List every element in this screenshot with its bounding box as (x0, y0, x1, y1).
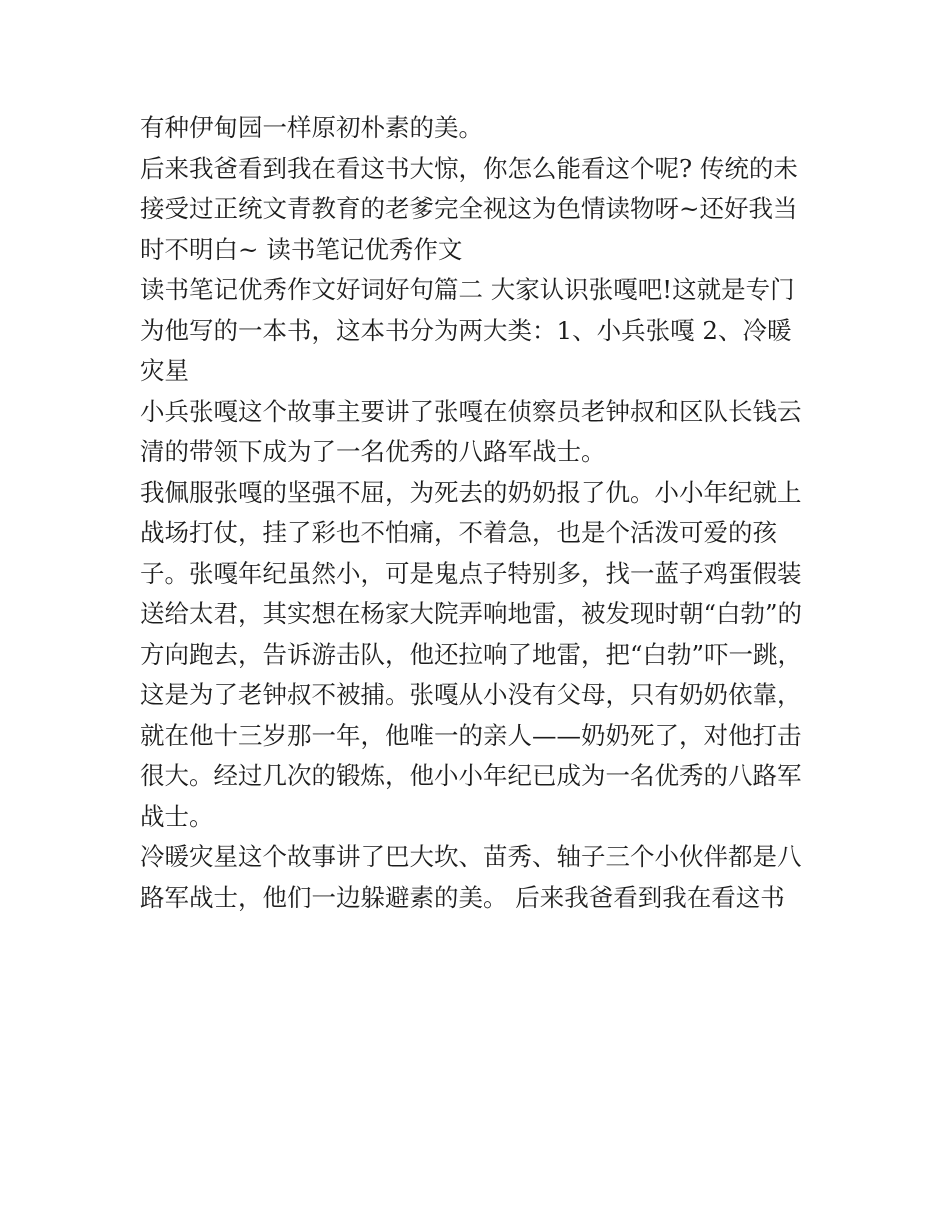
text-line: 清的带领下成为了一名优秀的八路军战士。 (140, 437, 606, 466)
text-line: 冷暖灾星这个故事讲了巴大坎、苗秀、轴子三个小伙伴都是八 (140, 842, 802, 871)
text-line: 接受过正统文青教育的老爹完全视这为色情读物呀~还好我当 (140, 194, 798, 223)
text-line: 送给太君，其实想在杨家大院弄响地雷，被发现时朝“白勃”的 (140, 599, 803, 628)
text-line: 时不明白~ 读书笔记优秀作文 (140, 234, 463, 264)
text-line: 有种伊甸园一样原初朴素的美。 (140, 113, 483, 142)
text-line: 就在他十三岁那一年，他唯一的亲人——奶奶死了，对他打击 (140, 720, 802, 750)
document-body (140, 108, 820, 918)
text-line: 战士。 (140, 801, 214, 831)
text-line: 子。张嘎年纪虽然小，可是鬼点子特别多，找一蓝子鸡蛋假装 (140, 558, 802, 588)
text-line: 读书笔记优秀作文好词好句篇二 大家认识张嘎吧!这就是专门 (140, 275, 795, 304)
text-line: 小兵张嘎这个故事主要讲了张嘎在侦察员老钟叔和区队长钱云 (140, 396, 802, 426)
text-line: 后来我爸看到我在看这书大惊，你怎么能看这个呢? 传统的未 (140, 153, 798, 183)
text-line: 路军战士，他们一边躲避素的美。 后来我爸看到我在看这书 (140, 882, 785, 912)
text-line: 战场打仗，挂了彩也不怕痛，不着急，也是个活泼可爱的孩 (140, 518, 777, 547)
text-line: 方向跑去，告诉游击队，他还拉响了地雷，把“白勃”吓一跳， (140, 639, 803, 669)
text-line: 灾星 (140, 356, 189, 385)
text-line: 这是为了老钟叔不被捕。张嘎从小没有父母，只有奶奶依靠， (140, 680, 802, 709)
text-line: 很大。经过几次的锻炼，他小小年纪已成为一名优秀的八路军 (140, 761, 802, 790)
text-line: 为他写的一本书，这本书分为两大类：1、小兵张嘎 2、冷暖 (140, 315, 792, 345)
text-line: 我佩服张嘎的坚强不屈，为死去的奶奶报了仇。小小年纪就上 (140, 477, 802, 507)
